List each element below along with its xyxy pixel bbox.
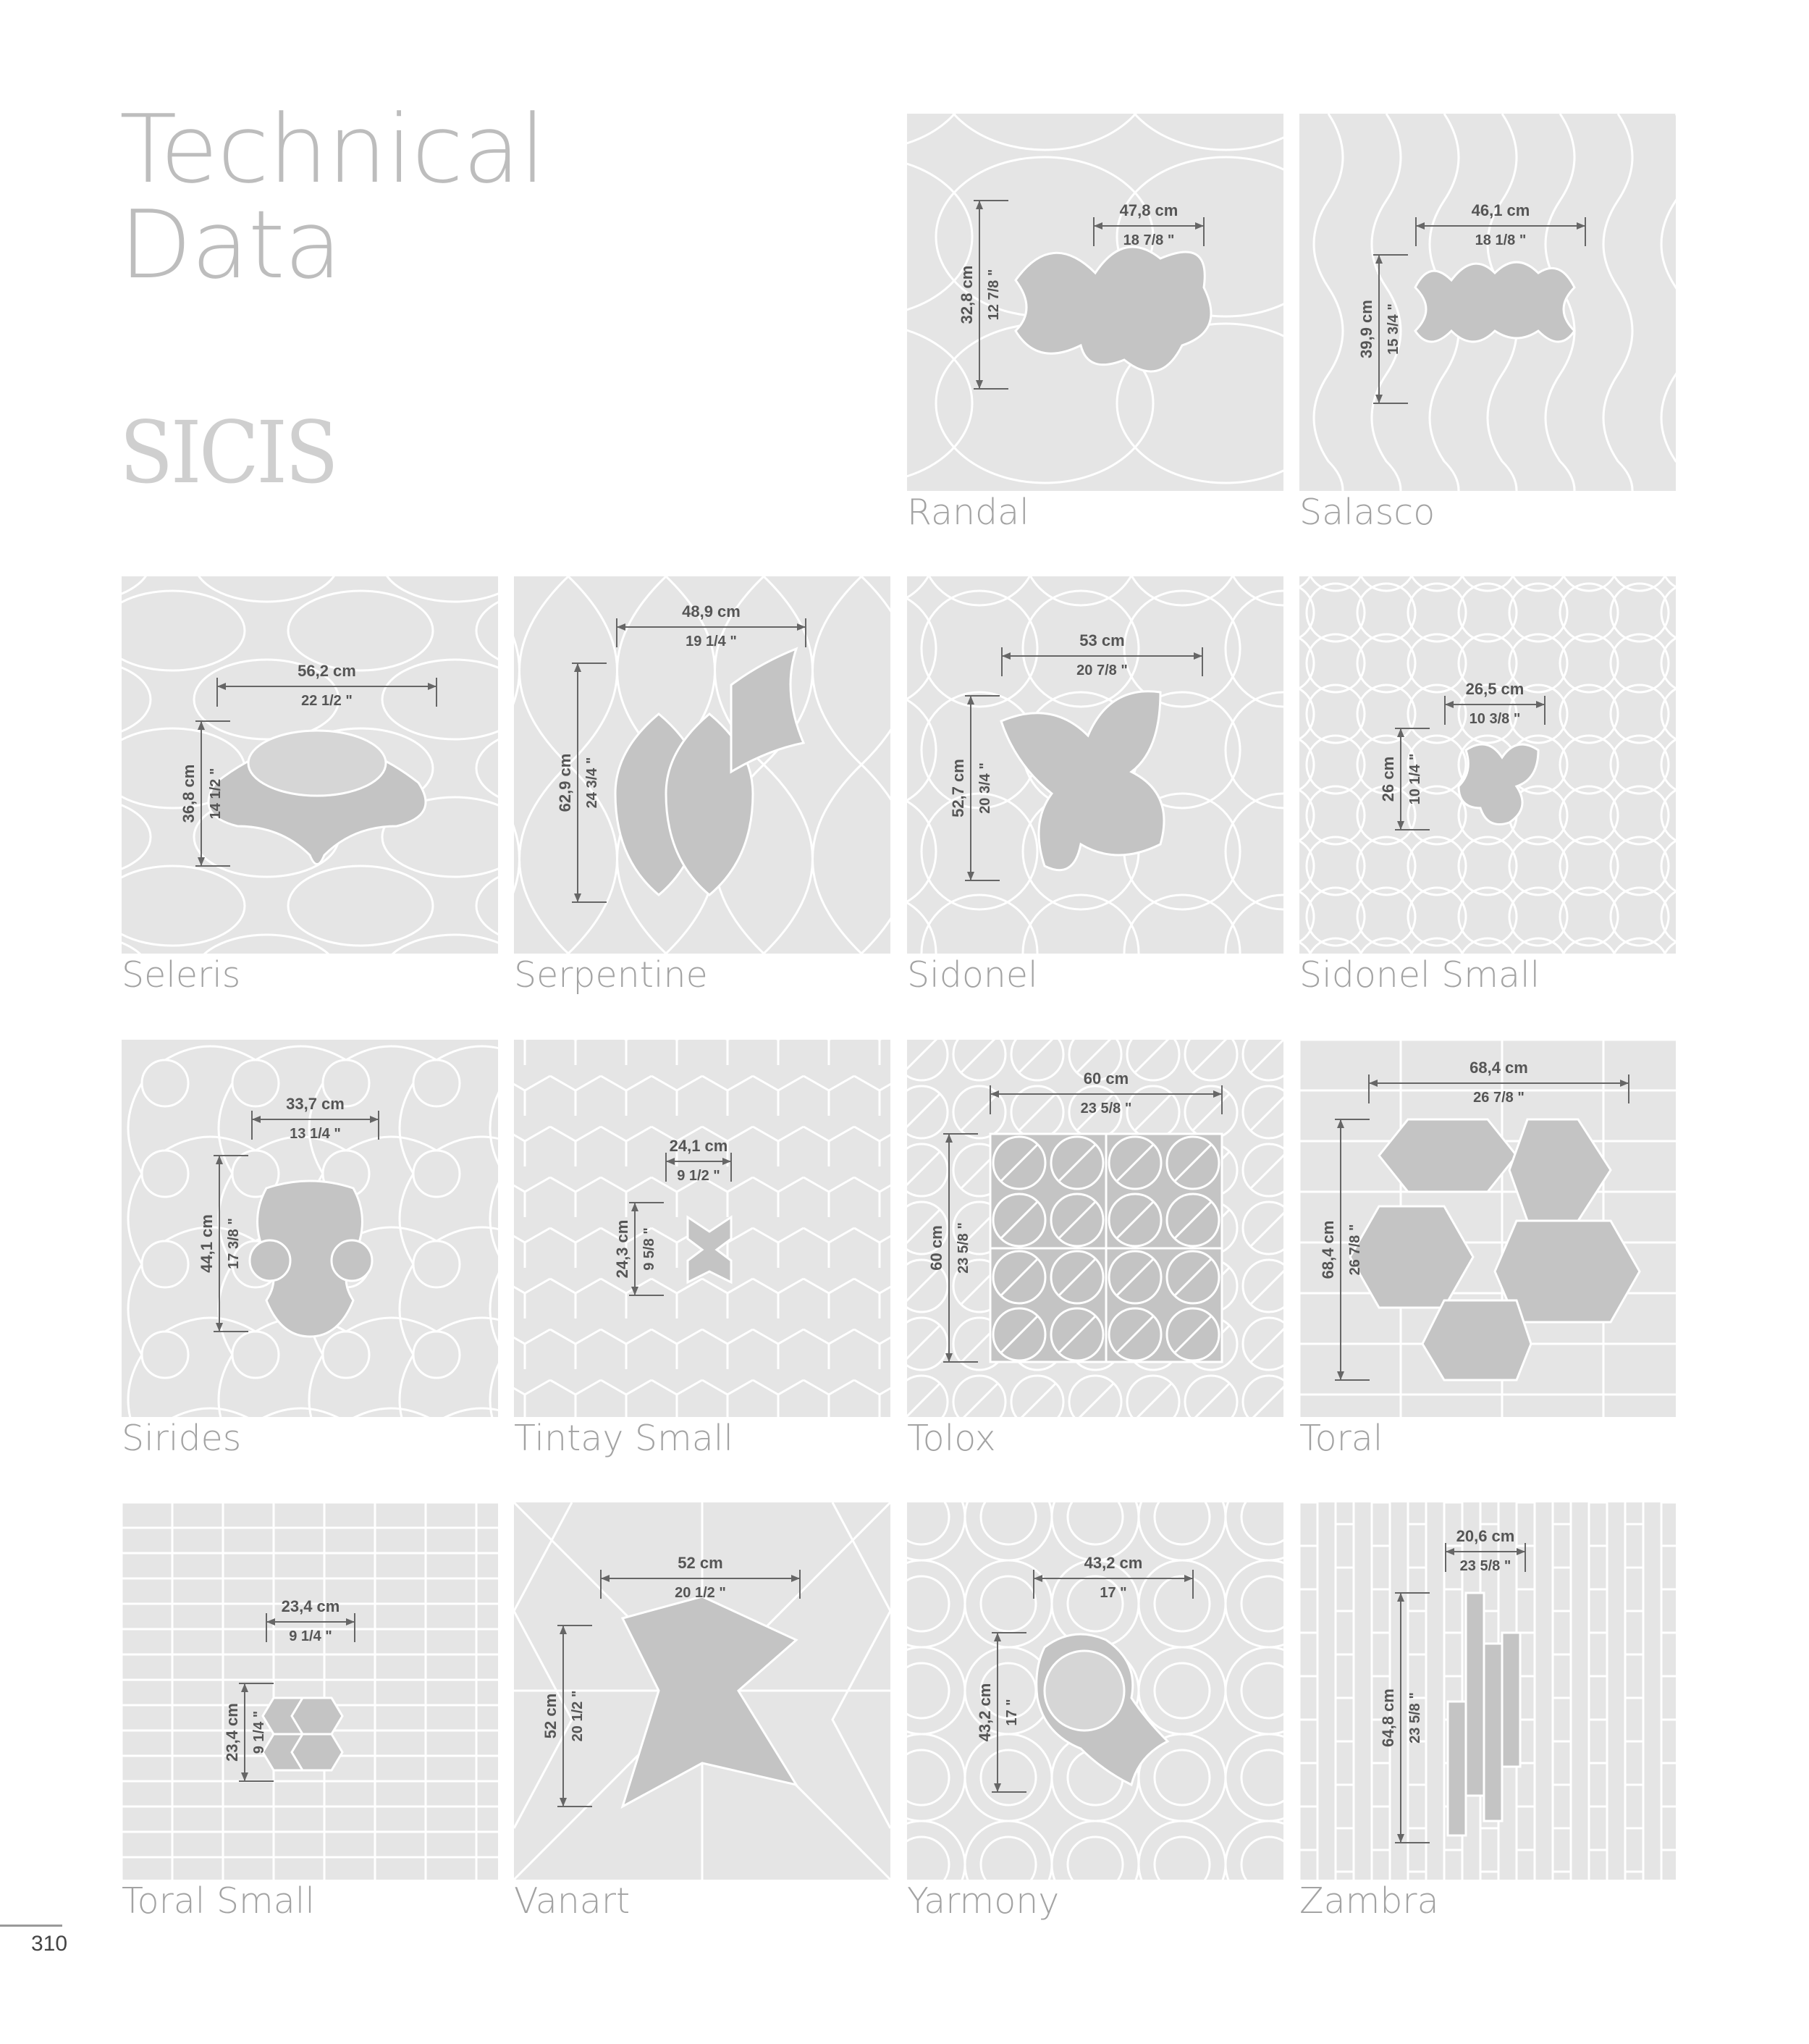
tile-name: Toral Small — [122, 1880, 316, 1922]
height-inch-label: 14 1/2 " — [208, 767, 224, 820]
tile-drawing — [514, 1040, 890, 1417]
highlighted-module — [990, 1134, 1222, 1362]
tile-drawing — [907, 114, 1283, 491]
width-cm-label: 24,1 cm — [669, 1137, 728, 1155]
tile-name: Seleris — [122, 954, 241, 996]
tile-drawing — [1299, 576, 1676, 954]
width-inch-label: 23 5/8 " — [1080, 1101, 1132, 1116]
tile-drawing — [514, 576, 890, 954]
page-number: 310 — [31, 1932, 68, 1956]
page-title-line-2: Data — [119, 190, 342, 300]
highlighted-module — [623, 1597, 796, 1807]
height-cm-label: 62,9 cm — [556, 753, 574, 812]
tile-name: Serpentine — [514, 954, 708, 996]
tile-name: Vanart — [514, 1880, 631, 1922]
tile-name: Toral — [1299, 1418, 1383, 1459]
tile-name: Salasco — [1299, 492, 1435, 533]
width-cm-label: 23,4 cm — [281, 1597, 340, 1615]
width-inch-label: 10 3/8 " — [1469, 711, 1521, 727]
tile-drawing — [514, 1502, 890, 1880]
width-cm-label: 56,2 cm — [298, 662, 356, 680]
height-cm-label: 52 cm — [541, 1693, 560, 1739]
width-cm-label: 20,6 cm — [1456, 1527, 1515, 1545]
height-cm-label: 64,8 cm — [1379, 1688, 1397, 1747]
width-inch-label: 20 7/8 " — [1076, 663, 1128, 678]
highlighted-module — [1037, 1634, 1168, 1785]
height-inch-label: 9 5/8 " — [641, 1227, 657, 1271]
width-inch-label: 18 7/8 " — [1123, 232, 1175, 248]
highlighted-module — [1350, 1119, 1640, 1380]
height-cm-label: 36,8 cm — [180, 764, 198, 823]
width-cm-label: 46,1 cm — [1471, 201, 1530, 219]
width-inch-label: 19 1/4 " — [686, 634, 737, 649]
width-cm-label: 52 cm — [678, 1554, 723, 1572]
height-inch-label: 12 7/8 " — [986, 269, 1002, 321]
tile-name: Sidonel Small — [1299, 954, 1540, 996]
tile-name: Tolox — [907, 1418, 996, 1459]
height-inch-label: 10 1/4 " — [1407, 753, 1423, 805]
width-cm-label: 47,8 cm — [1119, 201, 1178, 219]
height-cm-label: 24,3 cm — [613, 1219, 631, 1279]
highlighted-module — [688, 1217, 731, 1282]
width-cm-label: 43,2 cm — [1084, 1554, 1143, 1572]
height-inch-label: 15 3/4 " — [1386, 303, 1401, 355]
height-cm-label: 52,7 cm — [949, 759, 967, 817]
width-cm-label: 60 cm — [1083, 1069, 1129, 1088]
tile-drawing — [1299, 1502, 1676, 1880]
page-number-rule — [0, 1925, 62, 1927]
width-inch-label: 9 1/4 " — [289, 1628, 332, 1644]
height-cm-label: 68,4 cm — [1319, 1220, 1337, 1279]
highlighted-module — [615, 649, 804, 895]
highlighted-module — [263, 1698, 342, 1770]
tile-drawing — [1299, 114, 1676, 491]
tile-name: Tintay Small — [514, 1418, 733, 1459]
tile-drawing — [122, 576, 498, 954]
highlighted-module — [1016, 247, 1211, 371]
height-cm-label: 43,2 cm — [976, 1683, 994, 1742]
width-inch-label: 9 1/2 " — [677, 1168, 720, 1184]
height-cm-label: 26 cm — [1379, 756, 1397, 802]
highlighted-module — [1001, 691, 1164, 870]
tile-name: Zambra — [1299, 1880, 1439, 1922]
height-inch-label: 23 5/8 " — [956, 1222, 971, 1274]
height-cm-label: 23,4 cm — [223, 1703, 241, 1762]
width-inch-label: 26 7/8 " — [1473, 1090, 1525, 1106]
page-title — [119, 94, 545, 300]
height-inch-label: 9 1/4 " — [251, 1710, 267, 1754]
height-inch-label: 20 1/2 " — [570, 1690, 586, 1742]
height-inch-label: 23 5/8 " — [1407, 1692, 1423, 1744]
tile-drawing — [1299, 1040, 1676, 1417]
height-inch-label: 17 3/8 " — [226, 1218, 242, 1269]
tile-drawing — [907, 1502, 1283, 1880]
highlighted-module — [1459, 744, 1538, 825]
tile-drawing — [122, 1040, 498, 1417]
width-inch-label: 13 1/4 " — [290, 1126, 341, 1142]
width-inch-label: 22 1/2 " — [301, 693, 353, 709]
highlighted-module — [1448, 1593, 1520, 1835]
height-cm-label: 32,8 cm — [958, 265, 976, 324]
tile-name: Sidonel — [907, 954, 1038, 996]
height-cm-label: 44,1 cm — [198, 1214, 216, 1273]
height-inch-label: 24 3/4 " — [584, 757, 600, 809]
highlighted-module — [1415, 262, 1574, 342]
highlighted-module — [208, 731, 426, 865]
height-cm-label: 39,9 cm — [1357, 300, 1375, 358]
width-inch-label: 23 5/8 " — [1459, 1558, 1511, 1574]
width-inch-label: 18 1/8 " — [1475, 232, 1527, 248]
width-inch-label: 20 1/2 " — [675, 1585, 726, 1601]
width-cm-label: 53 cm — [1079, 631, 1125, 649]
tile-name: Sirides — [122, 1418, 242, 1459]
height-cm-label: 60 cm — [927, 1225, 945, 1271]
tile-drawing — [122, 1502, 498, 1880]
height-inch-label: 17 " — [1004, 1699, 1020, 1726]
brand-logo: SICIS — [119, 403, 337, 502]
tile-name: Yarmony — [907, 1880, 1060, 1922]
width-inch-label: 17 " — [1100, 1585, 1127, 1601]
tile-name: Randal — [907, 492, 1029, 533]
width-cm-label: 68,4 cm — [1469, 1059, 1528, 1077]
width-cm-label: 33,7 cm — [286, 1095, 345, 1113]
tile-pattern — [122, 1502, 498, 1880]
width-cm-label: 48,9 cm — [682, 602, 741, 621]
width-cm-label: 26,5 cm — [1465, 680, 1525, 698]
height-inch-label: 20 3/4 " — [977, 762, 993, 814]
height-inch-label: 26 7/8 " — [1347, 1224, 1363, 1276]
tile-drawing — [907, 576, 1283, 954]
tile-drawing — [907, 1040, 1283, 1417]
highlighted-module — [250, 1181, 372, 1337]
page-title-line-1: Technical — [119, 94, 545, 204]
